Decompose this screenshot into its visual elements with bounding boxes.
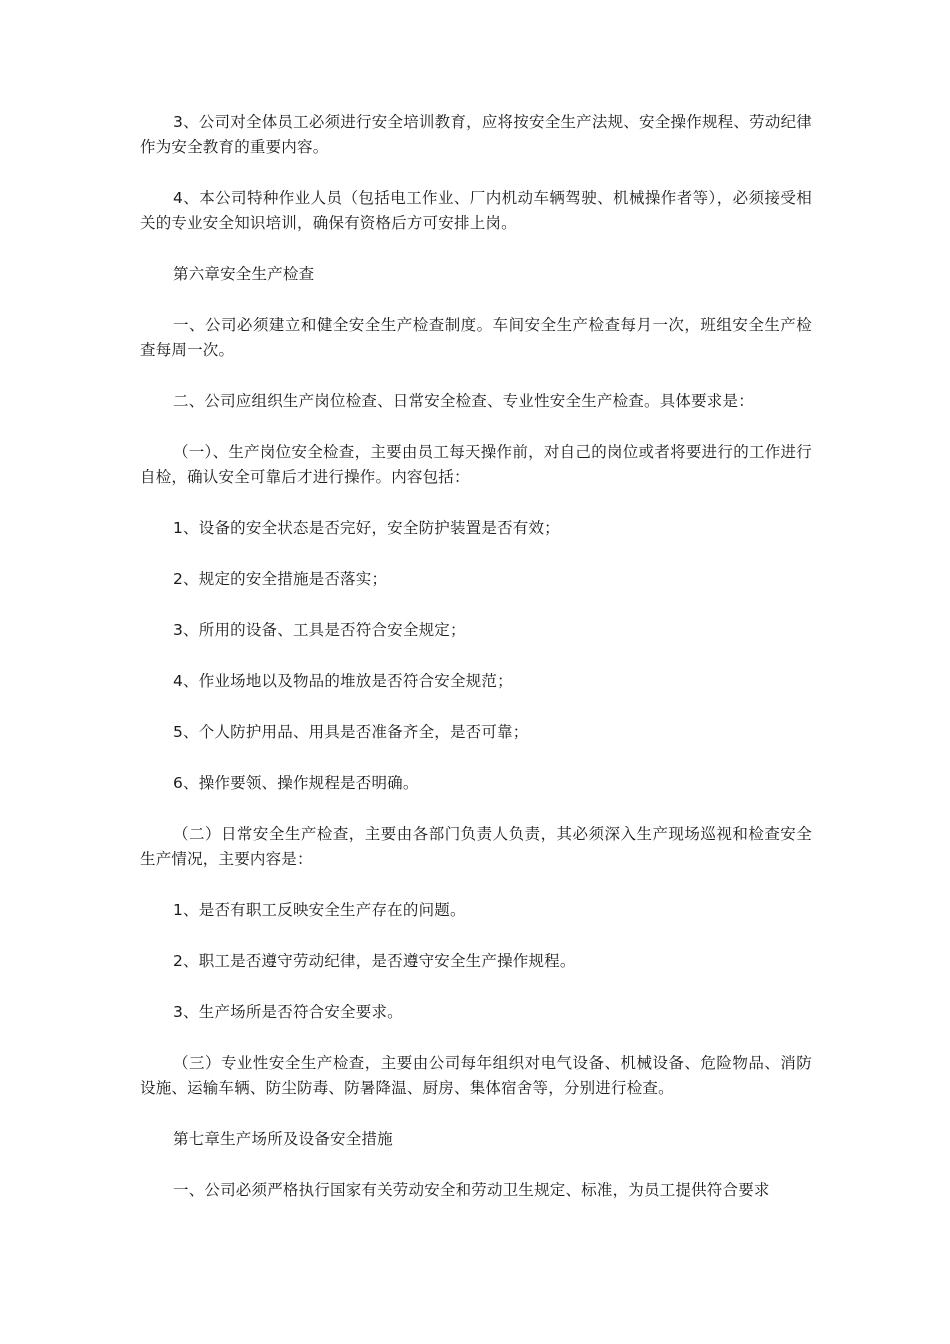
paragraph-training-education: 3、公司对全体员工必须进行安全培训教育，应将按安全生产法规、安全操作规程、劳动纪律作为安全教育的重要内容。	[140, 113, 812, 156]
list-item: 6、操作要领、操作规程是否明确。	[173, 774, 419, 792]
paragraph-professional-inspection: （三）专业性安全生产检查，主要由公司每年组织对电气设备、机械设备、危险物品、消防设施、运输车辆、防尘防毒、防暑降温、厨房、集体宿舍等，分别进行检查。	[140, 1054, 812, 1097]
paragraph-inspection-system: 一、公司必须建立和健全安全生产检查制度。车间安全生产检查每月一次，班组安全生产检查每周一次。	[140, 316, 812, 359]
paragraph-safety-standards: 一、公司必须严格执行国家有关劳动安全和劳动卫生规定、标准，为员工提供符合要求	[173, 1181, 770, 1199]
list-item: 2、职工是否遵守劳动纪律，是否遵守安全生产操作规程。	[173, 952, 576, 970]
paragraph-special-operators: 4、本公司特种作业人员（包括电工作业、厂内机动车辆驾驶、机械操作者等），必须接受相关的专业安全知识培训，确保有资格后方可安排上岗。	[140, 189, 812, 232]
document-page	[140, 110, 812, 1229]
list-item: 4、作业场地以及物品的堆放是否符合安全规范；	[173, 672, 513, 690]
list-item: 1、设备的安全状态是否完好，安全防护装置是否有效；	[173, 519, 560, 537]
paragraph-daily-inspection: （二）日常安全生产检查，主要由各部门负责人负责，其必须深入生产现场巡视和检查安全生产情况，主要内容是：	[140, 825, 812, 868]
chapter-6-heading: 第六章安全生产检查	[173, 265, 315, 283]
list-item: 1、是否有职工反映安全生产存在的问题。	[173, 901, 466, 919]
list-item: 3、所用的设备、工具是否符合安全规定；	[173, 621, 466, 639]
paragraph-post-inspection: （一）、生产岗位安全检查，主要由员工每天操作前，对自己的岗位或者将要进行的工作进行自检，确认安全可靠后才进行操作。内容包括：	[140, 443, 812, 486]
paragraph-inspection-types: 二、公司应组织生产岗位检查、日常安全检查、专业性安全生产检查。具体要求是：	[173, 392, 754, 410]
list-item: 2、规定的安全措施是否落实；	[173, 570, 388, 588]
chapter-7-heading: 第七章生产场所及设备安全措施	[173, 1130, 393, 1148]
list-item: 3、生产场所是否符合安全要求。	[173, 1003, 403, 1021]
list-item: 5、个人防护用品、用具是否准备齐全，是否可靠；	[173, 723, 529, 741]
